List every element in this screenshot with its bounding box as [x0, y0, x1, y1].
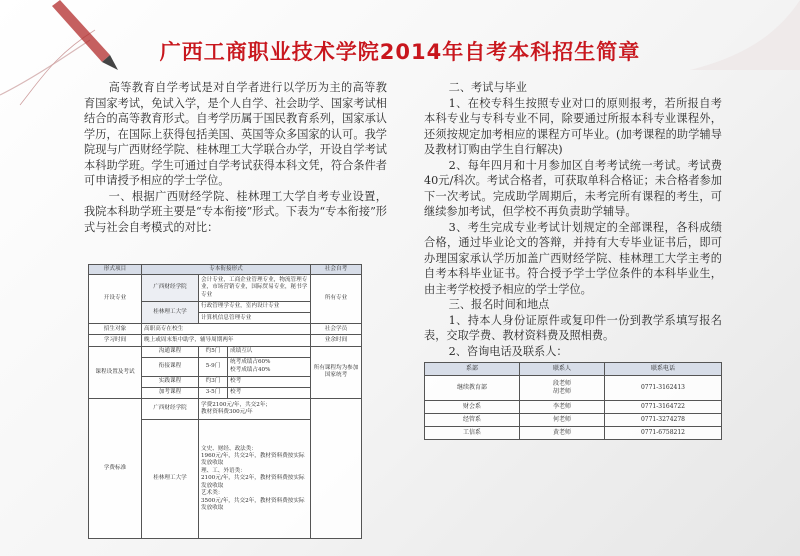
cell: 加考课程: [142, 387, 199, 398]
phone-cell: 0771-6758212: [605, 426, 722, 439]
section-one-paragraph: 一、根据广西财经学院、桂林理工大学自考专业设置，我院本科助学班主要是“专本衔接”形式。下表为“专本衔接”形式与社会自考模式的对比：: [84, 189, 387, 234]
table-header: 形式项目: [89, 265, 142, 275]
cell: 沟通课程: [142, 346, 199, 357]
cell: 所有课程均为参加国家统考: [311, 346, 362, 398]
cell: 成绩互认: [228, 346, 311, 357]
table-row: [425, 400, 722, 413]
cell: 实践课程: [142, 376, 199, 387]
dept-cell: 财会系: [425, 400, 520, 413]
cell: 会计专业，工商企业管理专业，物流管理专业，市场营销专业，国际贸易专业，秘书学专业: [199, 275, 311, 302]
intro-paragraph: 高等教育自学考试是对自学者进行以学历为主的高等教育国家考试，免试入学，是个人自学、社会助学、国家考试相结合的高等教育形式。自考学历属于国民教育系列，国家承认学历，在国际上获得包括美国、英国等众多国家的认可。我学院现与广西财经学院、桂林理工大学联合办学，开设自学考试本科助学班。学生可通过自学考试获得本科文凭，符合条件者可申请授予相应的学士学位。: [84, 81, 387, 187]
exam-item-2: 2、每年四月和十月参加区自考考试统一考试。考试费40元/科次。考试合格者，可获取单科合格证；未合格者参加下一次考试。完成助学周期后，未考完所有课程的考生，可继续参加考试，但学校不再负责助学辅导。: [424, 158, 722, 218]
fee-line: 3500元/年，共交2年，教材资料费按实际发放收取: [201, 497, 305, 511]
dept-cell: 工信系: [425, 426, 520, 439]
cell: 社会学员: [311, 324, 362, 335]
page-title: 广西工商职业技术学院2014年自考本科招生简章: [159, 40, 641, 64]
table-header: 专本衔接形式: [142, 265, 311, 275]
row-label: 学习时间: [89, 335, 142, 346]
row-label: 招生对象: [89, 324, 142, 335]
cell: 所有专业: [311, 275, 362, 324]
cell: 3-5门: [199, 387, 228, 398]
person-cell: 李老师: [520, 400, 605, 413]
cell: 业余时间: [311, 335, 362, 346]
table-row: [425, 426, 722, 439]
table-header-row: [425, 363, 722, 376]
table-header: 系部: [425, 363, 520, 376]
fee-line: 教材资料费300元/年: [201, 408, 253, 415]
cell: 桂林理工大学: [142, 302, 199, 324]
cell: 高职高专在校生: [142, 324, 311, 335]
person-cell: 何老师: [520, 413, 605, 426]
right-column: [424, 80, 722, 359]
cell: 计算机信息管理专业: [199, 313, 311, 324]
fee-cell: [199, 420, 311, 539]
cell: 约5门: [199, 346, 228, 357]
row-label: 学费标准: [89, 398, 142, 538]
table-row: [425, 413, 722, 426]
cell: 广西财经学院: [142, 275, 199, 302]
dept-cell: 继续教育部: [425, 376, 520, 401]
cell: 约3门: [199, 376, 228, 387]
section-three-heading: 三、报名时间和地点: [448, 298, 550, 311]
person-cell: 黄老师: [520, 426, 605, 439]
signup-item-2: 2、咨询电话及联系人：: [448, 344, 568, 358]
row-label: 开设专业: [89, 275, 142, 324]
section-two-heading: 二、考试与毕业: [448, 81, 527, 94]
cell: [311, 398, 362, 538]
fee-line: 艺术类：: [201, 490, 224, 497]
cell: 校考: [228, 387, 311, 398]
phone-cell: 0771-3164722: [605, 400, 722, 413]
exam-item-1: 1、在校专科生按照专业对口的原则报考，若所报自考本科专业与专科专业不同，除要通过所报本科专业课程外，还须按规定加考相应的课程方可毕业。(加考课程的助学辅导及教材订购由学生自行解决): [424, 96, 722, 156]
cell: 晚上或周末集中助学，辅导周期两年: [142, 335, 311, 346]
comparison-table: [88, 264, 362, 539]
row-label: 课程设置及考试: [89, 346, 142, 398]
cell: 桂林理工大学: [142, 420, 199, 539]
signup-item-1: 1、持本人身份证原件或复印件一份到教学系填写报名表，交取学费、教材资料费及照相费。: [424, 313, 722, 342]
fee-line: 文史、财经、政法类：: [201, 445, 257, 452]
table-header: 联系电话: [605, 363, 722, 376]
fee-line: 学费2100元/年，共交2年；: [201, 401, 272, 408]
contact-table: [424, 362, 722, 440]
fee-line: 1960元/年，共交2年，教材资料费按实际发放收取: [201, 453, 305, 467]
fee-cell: [199, 398, 311, 419]
table-header-row: [89, 265, 362, 275]
dept-cell: 经管系: [425, 413, 520, 426]
cell: 统考成绩占60% 校考成绩占40%: [228, 357, 311, 376]
cell: 行政管理学专业，室内设计专业: [199, 302, 311, 313]
exam-item-3: 3、考生完成专业考试计划规定的全部课程，各科成绩合格，通过毕业论文的答辩，并持有大专毕业证书后，即可办理国家承认学历加盖广西财经学院、桂林理工大学主考的自考本科毕业证书。符合授予学士学位条件的本科毕业生，由主考学校授予相应的学士学位。: [424, 220, 722, 296]
phone-cell: 0771-3162413: [605, 376, 722, 401]
cell: 衔接课程: [142, 357, 199, 376]
cell: 校考: [228, 376, 311, 387]
fee-line: 2100元/年，共交2年，教材资料费按实际发放收取: [201, 475, 305, 489]
table-header: 社会自考: [311, 265, 362, 275]
table-header: 联系人: [520, 363, 605, 376]
fee-line: 理、工、外语类：: [201, 467, 246, 474]
cell: 广西财经学院: [142, 398, 199, 419]
left-column: [84, 80, 387, 235]
phone-cell: 0771-3274278: [605, 413, 722, 426]
table-row: [425, 376, 722, 401]
person-cell: 段老师 胡老师: [520, 376, 605, 401]
cell: 5-9门: [199, 357, 228, 376]
